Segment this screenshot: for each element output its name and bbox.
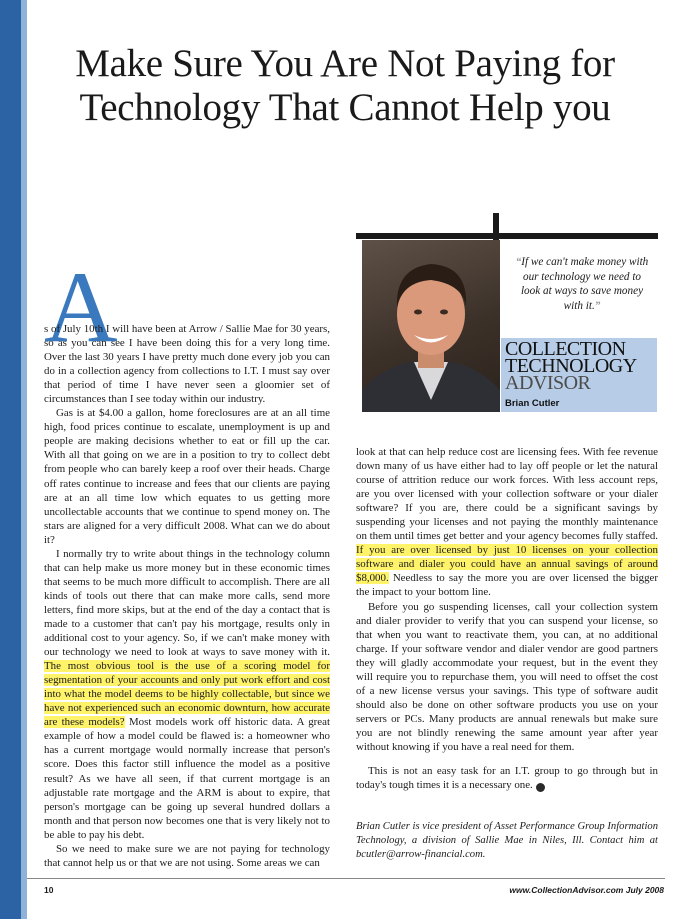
column-title-line-3: ADVISOR xyxy=(505,372,591,394)
author-bio: Brian Cutler is vice president of Asset Performance Group Information Technology, a division of Sallie Mae in Niles, Ill. Contact him at bcutler@arrow-financial.com. xyxy=(356,821,658,860)
paragraph-3-text-b: Most models work off historic data. A great example of how a model could be flawed is: a homeowner who has a current mortgage would normally increase that person's score. Does this factor still influence the model as a positive result? As we have all seen, if that current mortgage is an adjustable rate mortgage and the ARM is about to expire, that person's mortgage can be going up several hundred dollars a month and that person now becomes one that is very likely not to be able to pay his debt. xyxy=(44,716,330,841)
paragraph-3 xyxy=(44,547,330,842)
column-title-line-1: COLLECTION xyxy=(505,338,626,360)
highlighted-text-licenses: If you are over licensed by just 10 licenses on your collection software and dialer you could have an annual savings of around $8,000. xyxy=(356,544,658,585)
paragraph-5-text-a: look at that can help reduce cost are licensing fees. With fee revenue down many of us have either had to lay off people or let the natural course of attrition reduce our work forces. With less account reps, are you over licensed with your collection software or your dialer software? If you are, there could be a significant savings by suspending your licenses and not paying the monthly maintenance on them until times get better and your agency becomes fully staffed. xyxy=(356,446,658,543)
quote-close-mark: ” xyxy=(594,299,601,312)
footer-site-date: www.CollectionAdvisor.com July 2008 xyxy=(509,885,664,895)
article-title xyxy=(30,42,660,130)
paragraph-6: Before you go suspending licenses, call your collection system and dialer provider to verify that you can suspend your license, so that when you want to reactivate them, you can, at no additional charge. If your software vendor and dialer vendor are good partners they will gladly accommodate your request, but in the event they will require you to repurchase them, you will need to offset the cost of a new license versus your savings. This type of software audit should also be done on other software products you use on your servers or PCs. Many products are annual renewals but make sure you are not blindly renewing the same amount year after year without knowing if you have a real need for them. xyxy=(356,600,658,753)
sidebar-top-rule xyxy=(356,233,658,239)
highlighted-text-scoring: The most obvious tool is the use of a scoring model for segmentation of your accounts and only put work effort and cost into what the model deems to be highly collectable, but since we have not experienced such an economic downturn, how accurate are these models? xyxy=(44,660,330,729)
pull-quote-text: If we can't make money with our technology we need to look at ways to save money with it. xyxy=(520,256,649,312)
paragraph-5-text-b: Needless to say the more you are over licensed the bigger the impact to your bottom line. xyxy=(356,572,658,599)
end-of-article-mark: G xyxy=(536,783,545,792)
pull-quote xyxy=(512,255,652,313)
footer-rule xyxy=(27,878,665,879)
body-column-left xyxy=(44,322,330,870)
drop-cap: A xyxy=(44,251,118,364)
column-title xyxy=(505,338,657,394)
article-title-line-2: Technology That Cannot Help you xyxy=(79,86,611,129)
paragraph-7 xyxy=(356,764,658,792)
paragraph-1: s of July 10th I will have been at Arrow / Sallie Mae for 30 years, so as you can see I have been doing this for a very long time. Over the last 30 years I have pretty much done every job you can do in a collection agency from collections to I.T. I must say over that period of time I have never seen a gloomier set of circumstances than I see today within our industry. xyxy=(44,323,330,406)
body-column-right xyxy=(356,445,658,792)
paragraph-4: So we need to make sure we are not paying for technology that cannot help us or that we are not using. Some areas we can xyxy=(44,842,330,869)
article-title-line-1: Make Sure You Are Not Paying for xyxy=(75,42,615,85)
page-spine-bar xyxy=(0,0,21,919)
paragraph-3-text-a: I normally try to write about things in the technology column that can help make us more money but in these economic times that seems to be much more difficult to accomplish. There are all kinds of tools out there that can make more calls, send more letters, find more skips, but at the end of the day a contact that is made to a customer that can't pay his mortgage, results only in additional cost to your agency. So, if we can't make money with our technology we need to look at ways to save money with it. xyxy=(44,547,330,659)
paragraph-7-text: This is not an easy task for an I.T. group to go through but in today's tough times it is a necessary one. xyxy=(356,765,658,792)
author-photo xyxy=(362,240,500,412)
column-author: Brian Cutler xyxy=(505,398,560,409)
paragraph-2: Gas is at $4.00 a gallon, home foreclosures are at an all time high, food prices continue to escalate, unemployment is up and people are making decisions whether to eat or fill up the car. With all that going on we are in a position to try to collect debt from people who can barely keep a roof over their heads. Charge off rates continue to increase and fees that our clients are paying are at an all time low which equates to us getting more uncollectable accounts that we continue to spend money on. The stars are aligned for a very difficult 2008. What can we do about it? xyxy=(44,407,330,546)
author-portrait-illustration xyxy=(362,240,500,412)
quote-open-mark: “ xyxy=(515,256,522,268)
page-number: 10 xyxy=(44,885,54,895)
column-title-line-2: TECHNOLOGY xyxy=(505,355,637,377)
page-spine-accent xyxy=(21,0,27,919)
paragraph-5 xyxy=(356,445,658,600)
